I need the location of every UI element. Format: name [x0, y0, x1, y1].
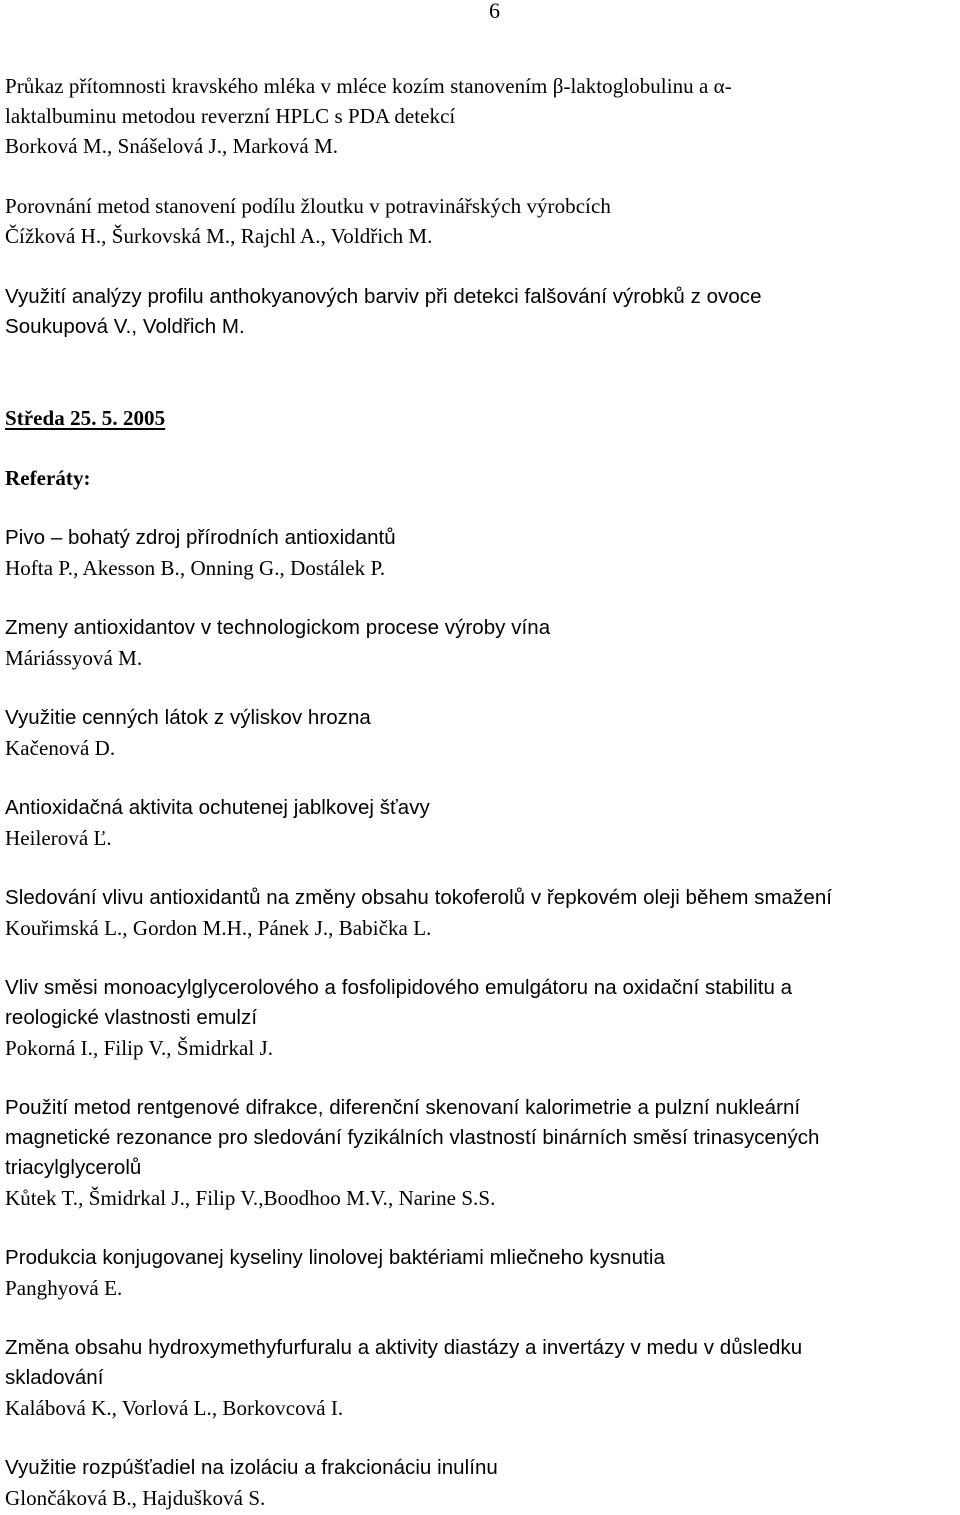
entry-title-line: Využitie rozpúšťadiel na izoláciu a frakcionáciu inulínu — [5, 1456, 498, 1479]
entry-title-line: magnetické rezonance pro sledování fyzikálních vlastností binárních směsí trinasycených — [5, 1126, 820, 1149]
entry-title-line: Použití metod rentgenové difrakce, diferenční skenovaní kalorimetrie a pulzní nukleární — [5, 1096, 801, 1119]
date-heading: Středa 25. 5. 2005 — [5, 406, 166, 430]
entry-authors: Borková M., Snášelová J., Marková M. — [5, 134, 339, 158]
entry-authors: Panghyová E. — [5, 1276, 123, 1300]
section-heading: Referáty: — [5, 466, 91, 490]
entry-title-line: Průkaz přítomnosti kravského mléka v mléce kozím stanovením β-laktoglobulinu a α- — [5, 74, 732, 98]
entry-title-line: Pivo – bohatý zdroj přírodních antioxidantů — [5, 526, 396, 549]
entry-authors: Kačenová D. — [5, 736, 116, 760]
entry-title-line: Využitie cenných látok z výliskov hrozna — [5, 706, 371, 729]
entry-title-line: Využití analýzy profilu anthokyanových barviv při detekci falšování výrobků z ovoce — [5, 285, 762, 308]
entry-authors: Hofta P., Akesson B., Onning G., Dostálek P. — [5, 556, 386, 580]
entry-title-line: Zmeny antioxidantov v technologickom procese výroby vína — [5, 616, 551, 639]
entry-authors: Máriássyová M. — [5, 646, 143, 670]
entry-authors: Glončáková B., Hajdušková S. — [5, 1486, 266, 1510]
entry-authors: Soukupová V., Voldřich M. — [5, 315, 245, 338]
entry-title-line: Sledování vlivu antioxidantů na změny obsahu tokoferolů v řepkovém oleji během smažení — [5, 886, 833, 909]
entry-title-line: triacylglycerolů — [5, 1156, 142, 1179]
entry-authors: Čížková H., Šurkovská M., Rajchl A., Voldřich M. — [5, 224, 433, 248]
entry-authors: Pokorná I., Filip V., Šmidrkal J. — [5, 1036, 274, 1060]
entry-title-line: laktalbuminu metodou reverzní HPLC s PDA detekcí — [5, 104, 456, 128]
entry-title-line: Antioxidačná aktivita ochutenej jablkovej šťavy — [5, 796, 430, 819]
entry-title-line: Vliv směsi monoacylglycerolového a fosfolipidového emulgátoru na oxidační stabilitu a — [5, 976, 793, 999]
page-number: 6 — [489, 0, 500, 23]
entry-authors: Heilerová Ľ. — [5, 826, 112, 850]
entry-title-line: Produkcia konjugovanej kyseliny linolovej baktériami mliečneho kysnutia — [5, 1246, 665, 1269]
entry-authors: Kůtek T., Šmidrkal J., Filip V.,Boodhoo M.V., Narine S.S. — [5, 1186, 496, 1210]
entry-authors: Kalábová K., Vorlová L., Borkovcová I. — [5, 1396, 344, 1420]
entry-title-line: reologické vlastnosti emulzí — [5, 1006, 258, 1029]
entry-authors: Kouřimská L., Gordon M.H., Pánek J., Babička L. — [5, 916, 432, 940]
entry-title-line: Změna obsahu hydroxymethyfurfuralu a aktivity diastázy a invertázy v medu v důsledku — [5, 1336, 803, 1359]
entry-title-line: skladování — [5, 1366, 104, 1389]
entry-title-line: Porovnání metod stanovení podílu žloutku v potravinářských výrobcích — [5, 194, 611, 218]
